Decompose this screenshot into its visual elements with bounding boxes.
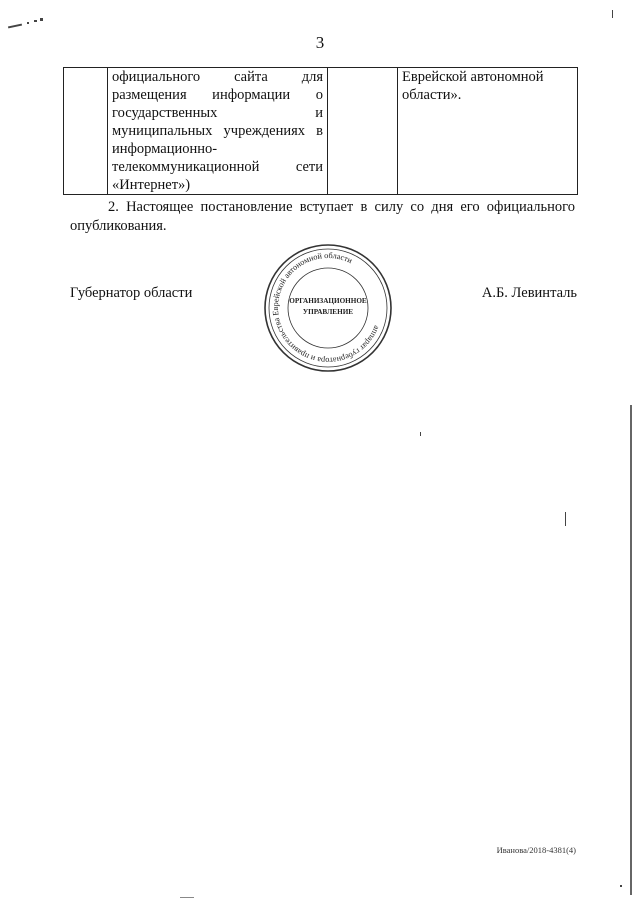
footer-reference: Иванова/2018-4381(4) bbox=[496, 845, 576, 855]
scan-mark bbox=[620, 885, 622, 887]
stamp-center-line-2: УПРАВЛЕНИЕ bbox=[302, 308, 354, 316]
scan-mark bbox=[565, 512, 566, 526]
stamp-ring-text: аппарат губернатора и правительства Еврейской автономной области bbox=[270, 250, 382, 366]
page-number: 3 bbox=[315, 33, 325, 52]
scan-mark bbox=[40, 18, 43, 21]
table-cell-number bbox=[64, 68, 108, 195]
stamp-center-line-1: ОРГАНИЗАЦИОННОЕ bbox=[289, 297, 367, 305]
signature-position: Губернатор области bbox=[70, 285, 193, 301]
scan-mark bbox=[27, 22, 29, 24]
scan-mark bbox=[180, 897, 194, 898]
official-stamp bbox=[262, 242, 394, 374]
scan-mark bbox=[612, 10, 613, 18]
table-cell-name: Еврейской автономной области». bbox=[398, 68, 578, 195]
signature-name: А.Б. Левинталь bbox=[481, 285, 577, 301]
table-cell-description: официального сайта для размещения информации о государственных и муниципальных учреждениях в информационно-телекоммуникационной сети «Интернет») bbox=[108, 68, 328, 195]
table-row bbox=[64, 68, 578, 195]
scan-mark bbox=[34, 20, 37, 22]
continuation-table bbox=[63, 67, 578, 195]
scan-mark bbox=[420, 432, 421, 436]
scan-mark bbox=[630, 405, 632, 895]
table-cell-empty bbox=[328, 68, 398, 195]
clause-2: 2. Настоящее постановление вступает в силу со дня его официального опубликования. bbox=[70, 199, 575, 234]
scan-mark bbox=[8, 24, 22, 29]
